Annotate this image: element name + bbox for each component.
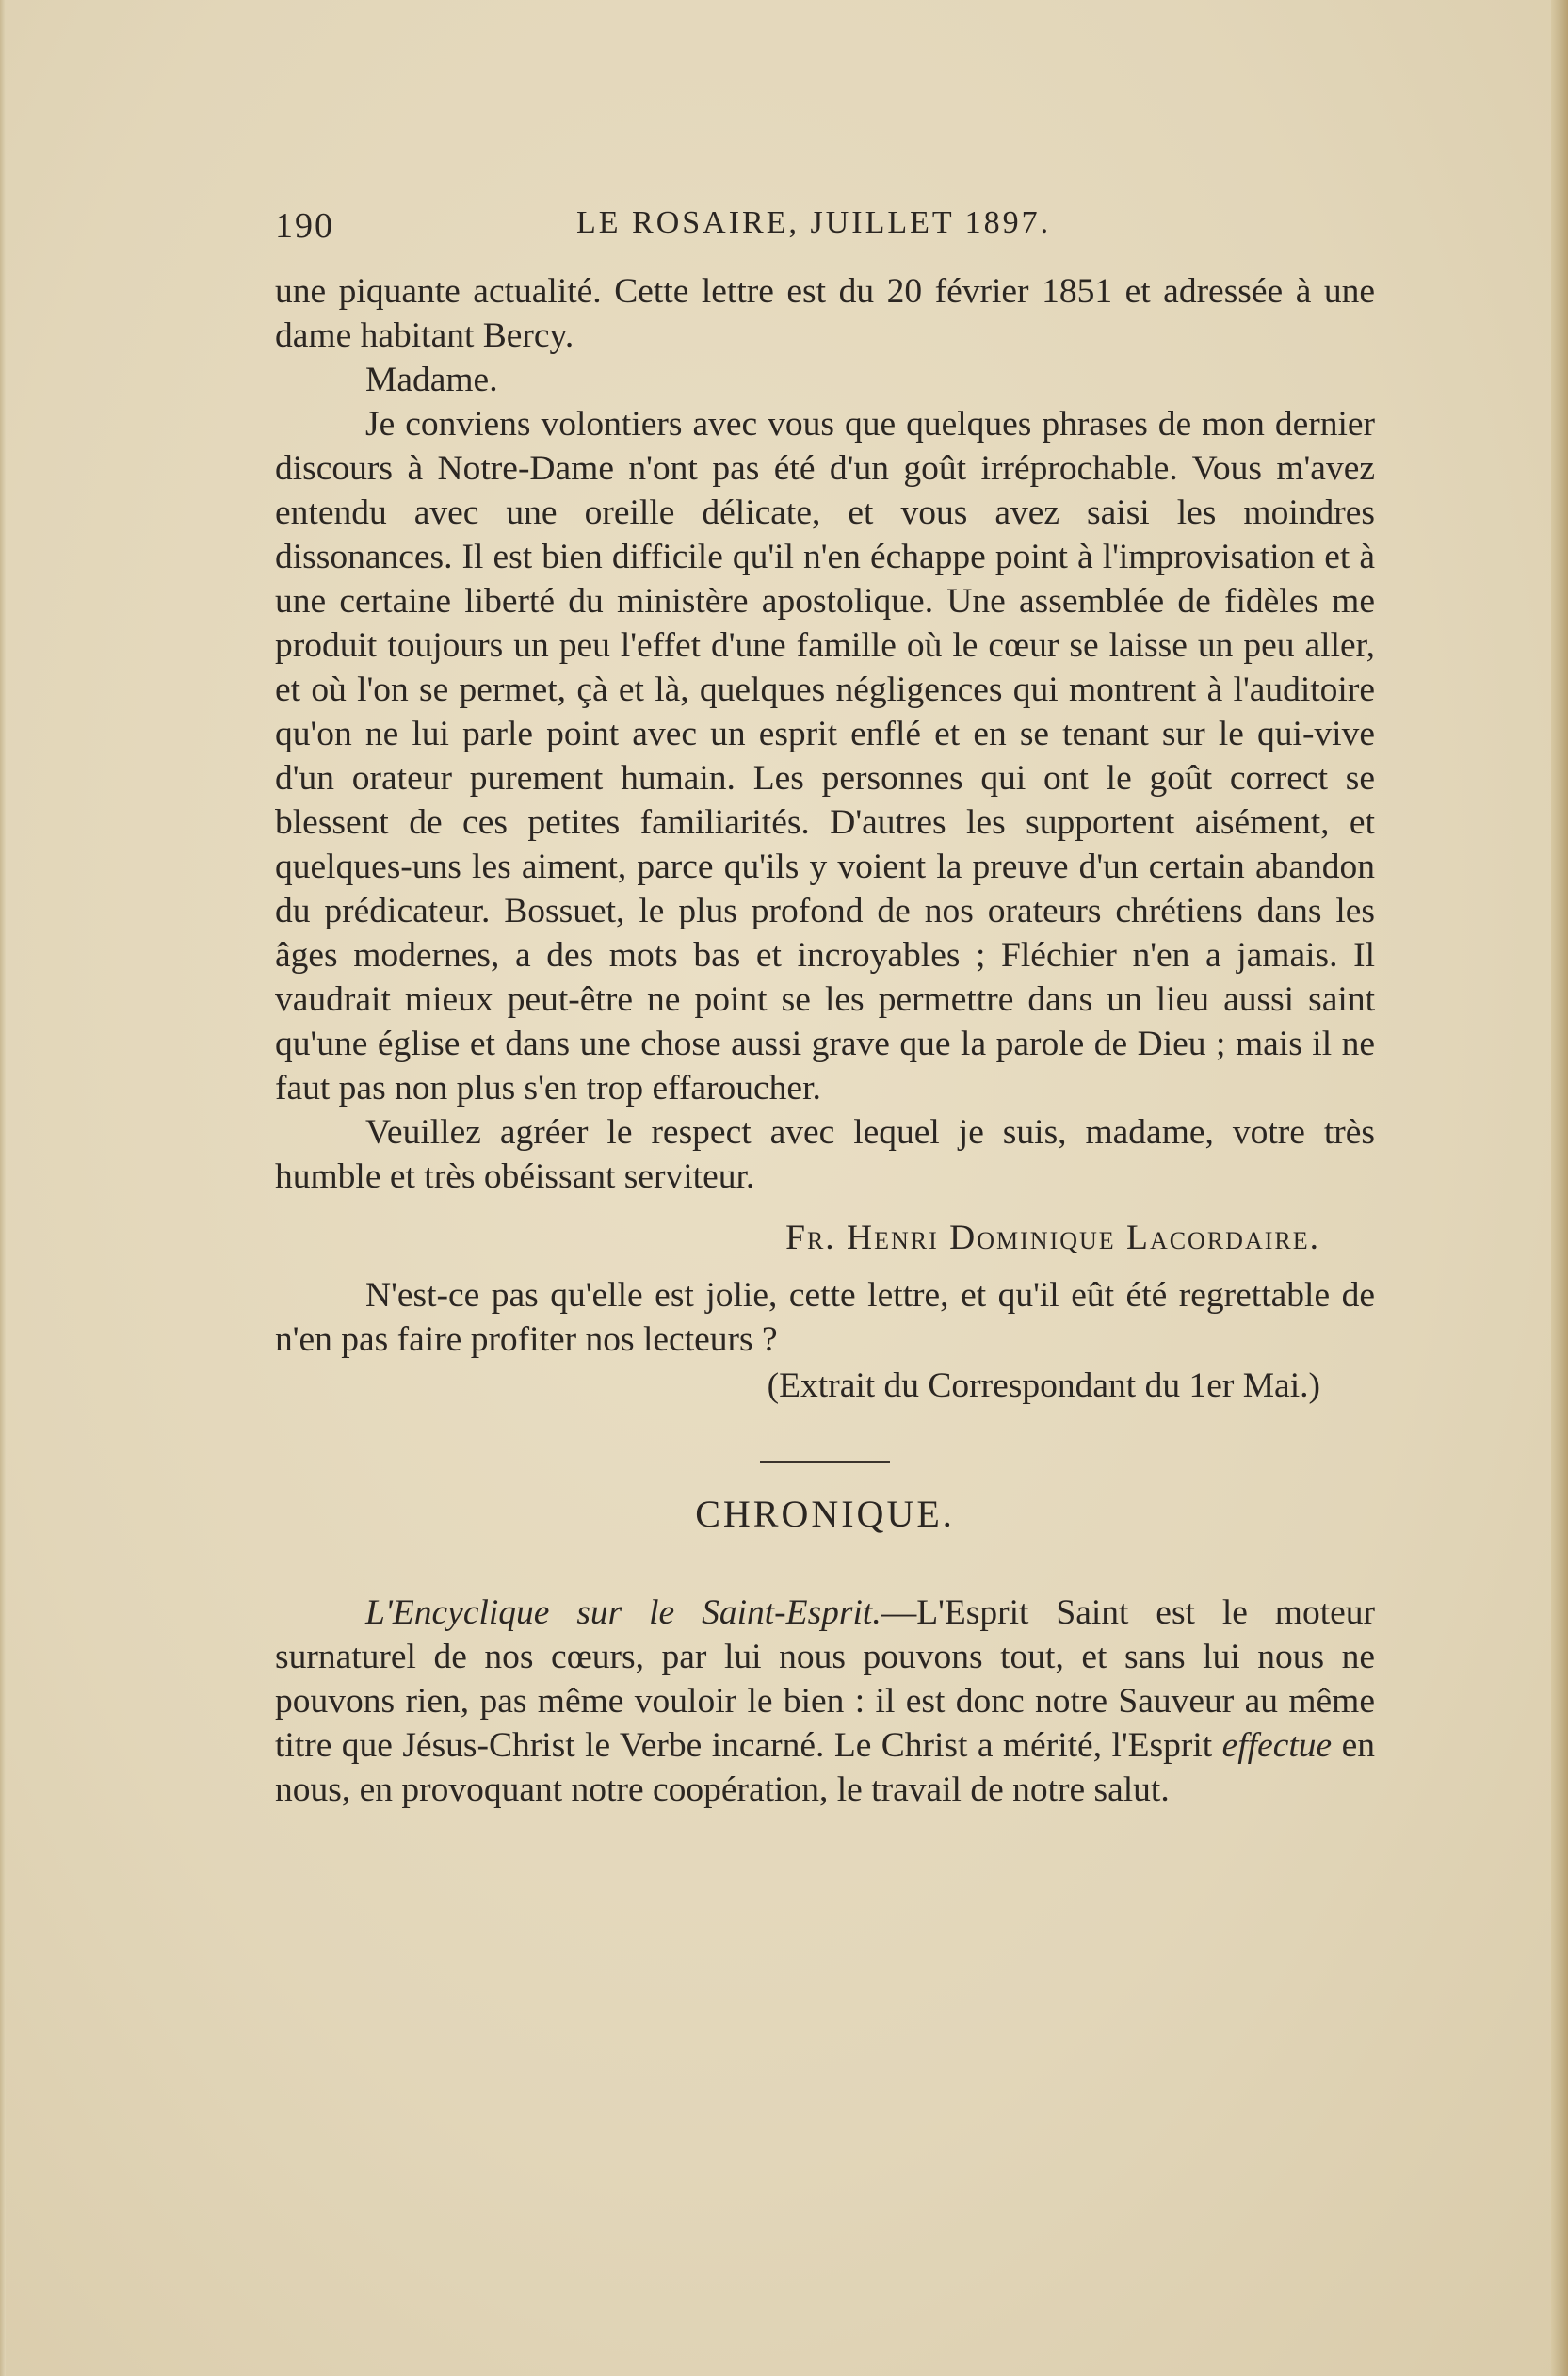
letter-signature: Fr. Henri Dominique Lacordaire. <box>785 1219 1320 1257</box>
chronique-lead-title: L'Encyclique sur le Saint-Esprit. <box>365 1593 881 1632</box>
editor-comment: N'est-ce pas qu'elle est jolie, cette lettre, et qu'il eût été regrettable de n'en pas faire profiter nos lecteurs ? <box>275 1276 1375 1359</box>
chronique-text-part2: en nous, en provoquant notre coopération, le travail de notre salut. <box>275 1726 1375 1809</box>
running-head: LE ROSAIRE, JUILLET 1897. <box>576 205 1052 240</box>
letter-body: Je conviens volontiers avec vous que quelques phrases de mon dernier discours à Notre-Dame n'ont pas été d'un goût irréprochable. Vous m'avez entendu avec une oreille délicate, et vous avez saisi les moindres dissonances. Il est bien difficile qu'il n'en échappe point à l'improvisation et à une certaine liberté du ministère apostolique. Une assemblée de fidèles me produit toujours un peu l'effet d'une famille où le cœur se laisse un peu aller, et où l'on se permet, çà et là, quelques négligences qui montrent à l'auditoire qu'on ne lui parle point avec un esprit enflé et en se tenant sur le qui-vive d'un orateur purement humain. Les personnes qui ont le goût correct se blessent de ces petites familiarités. D'autres les supportent aisément, et quelques-uns les aiment, parce qu'ils y voient la preuve d'un certain abandon du prédicateur. Bossuet, le plus profond de nos orateurs chrétiens dans les âges modernes, a des mots bas et incroyables ; Fléchier n'en a jamais. Il vaudrait mieux peut-être ne point se les permettre dans un lieu aussi saint qu'une église et dans une chose aussi grave que la parole de Dieu ; mais il ne faut pas non plus s'en trop effaroucher. <box>275 405 1375 1107</box>
chronique-italic-word: effectue <box>1221 1726 1333 1765</box>
section-title: CHRONIQUE. <box>695 1493 955 1535</box>
letter-closing: Veuillez agréer le respect avec lequel je suis, madame, votre très humble et très obéissant serviteur. <box>275 1113 1375 1196</box>
source-citation: (Extrait du Correspondant du 1er Mai.) <box>767 1366 1320 1405</box>
intro-paragraph: une piquante actualité. Cette lettre est du 20 février 1851 et adressée à une dame habitant Bercy. <box>275 272 1375 355</box>
chronique-text-part1: —L'Esprit Saint est le moteur surnaturel de nos cœurs, par lui nous pouvons tout, et sans lui nous ne pouvons rien, pas même vouloir le bien : il est donc notre Sauveur au même titre que Jésus-Christ le Verbe incarné. Le Christ a mérité, l'Esprit <box>275 1593 1376 1765</box>
section-divider <box>760 1461 890 1463</box>
body-text <box>275 269 1375 1812</box>
page-right-edge <box>1551 0 1568 2376</box>
page-left-edge <box>0 0 6 2376</box>
chronique-paragraph <box>275 1591 1375 1812</box>
letter-salutation: Madame. <box>365 361 498 399</box>
page-number: 190 <box>275 206 334 246</box>
page-header <box>275 205 1377 252</box>
